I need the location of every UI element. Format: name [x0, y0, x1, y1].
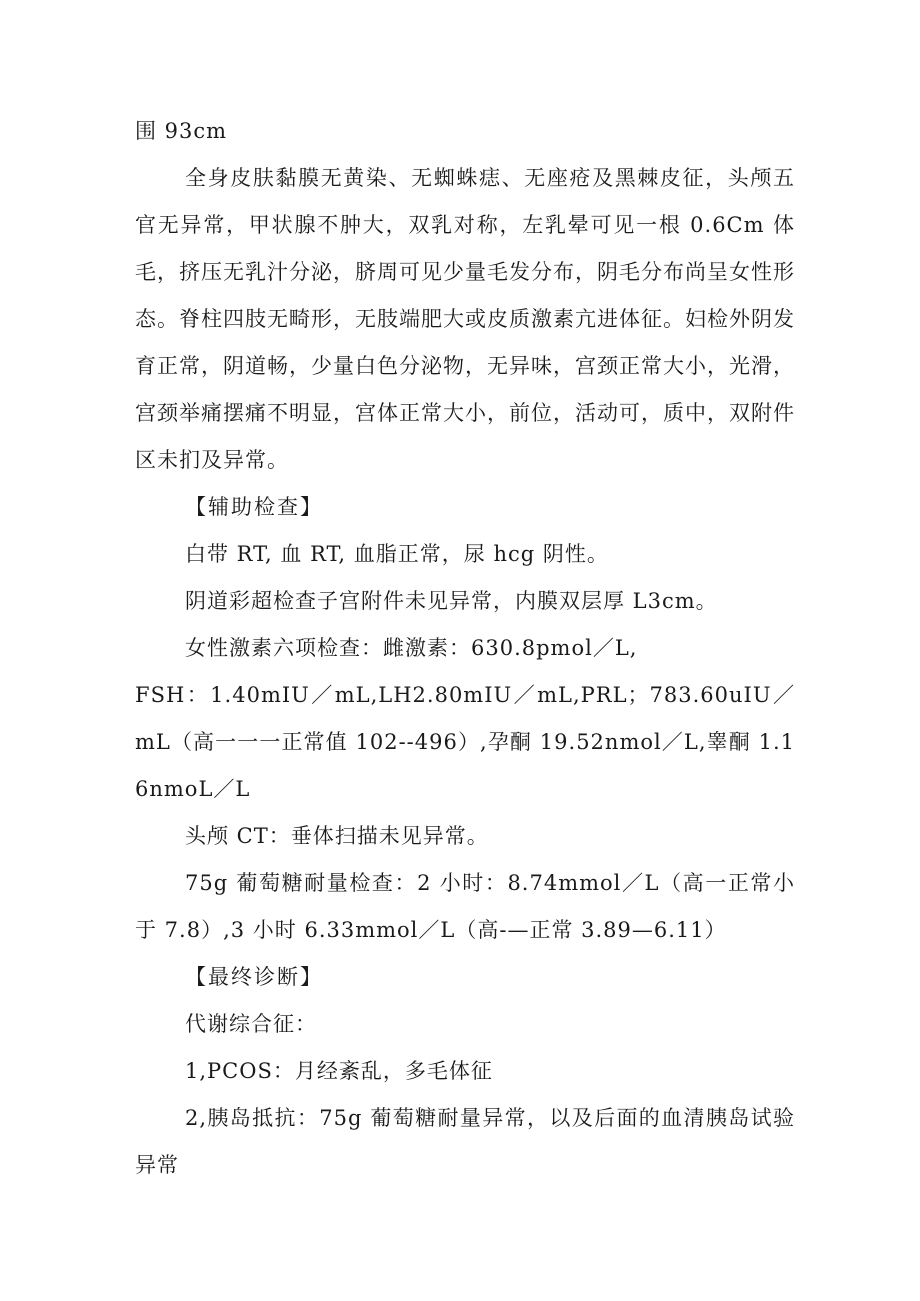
paragraph-waist: 围 93cm — [135, 119, 228, 143]
paragraph-hormone-values: FSH：1.40mIU／mL,LH2.80mIU／mL,PRL；783.60uIU／mL（高一一一正常值 102--496）,孕酮 19.52nmol／L,睾酮 1.16nmoL／L — [135, 683, 795, 801]
heading-auxiliary-exam: 【辅助检查】 — [185, 495, 323, 519]
paragraph-diagnosis-2: 2,胰岛抵抗：75g 葡萄糖耐量异常，以及后面的血清胰岛试验异常 — [135, 1106, 795, 1177]
paragraph-glucose-tolerance: 75g 葡萄糖耐量检查：2 小时：8.74mmol／L（高一正常小于 7.8）,3 小时 6.33mmol／L（高-—正常 3.89—6.11） — [135, 871, 795, 942]
paragraph-diagnosis-title: 代谢综合征： — [185, 1012, 317, 1036]
paragraph-physical-exam: 全身皮肤黏膜无黄染、无蜘蛛痣、无座疮及黑棘皮征，头颅五官无异常，甲状腺不肿大，双乳对称，左乳晕可见一根 0.6Cm 体毛，挤压无乳汁分泌，脐周可见少量毛发分布，阴毛分布尚呈女性形态。脊柱四肢无畸形，无肢端肥大或皮质激素亢进体征。妇检外阴发育正常，阴道畅，少量白色分泌物，无异味，宫颈正常大小，光滑，宫颈举痛摆痛不明显，宫体正常大小，前位，活动可，质中，双附件区未扪及异常。 — [135, 166, 795, 472]
paragraph-routine-tests: 白带 RT, 血 RT, 血脂正常，尿 hcg 阴性。 — [185, 542, 609, 566]
paragraph-head-ct: 头颅 CT：垂体扫描未见异常。 — [185, 824, 489, 848]
heading-final-diagnosis: 【最终诊断】 — [185, 965, 323, 989]
paragraph-hormone-panel: 女性激素六项检查：雌激素：630.8pmol／L, — [185, 636, 638, 660]
paragraph-ultrasound: 阴道彩超检查子宫附件未见异常，内膜双层厚 L3cm。 — [185, 589, 718, 613]
paragraph-diagnosis-1: 1,PCOS：月经紊乱，多毛体征 — [185, 1059, 493, 1083]
document-body — [135, 108, 795, 1189]
